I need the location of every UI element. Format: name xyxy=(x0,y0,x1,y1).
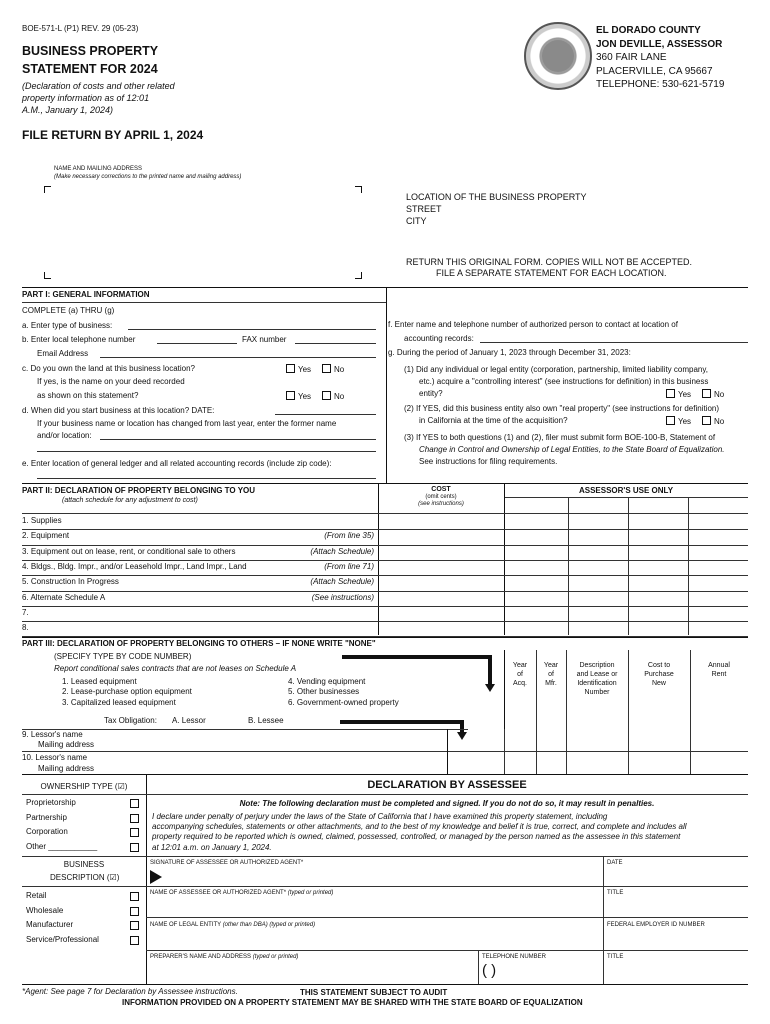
corner-mark xyxy=(355,272,362,279)
contact-label-2: accounting records: xyxy=(404,334,474,343)
checkbox[interactable] xyxy=(702,389,711,398)
phone-field[interactable] xyxy=(157,343,237,344)
lessor-option[interactable]: A. Lessor xyxy=(172,716,206,725)
part2-row-label: 1. Supplies xyxy=(22,516,62,525)
deed-no[interactable] xyxy=(322,391,344,401)
declaration-text: at 12:01 a.m. on January 1, 2024. xyxy=(152,843,272,852)
declaration-note: Note: The following declaration must be completed and signed. If you do not do so, it may result in penalties. xyxy=(239,799,655,808)
ownership-type-label: Corporation xyxy=(26,827,68,836)
agent-footnote: *Agent: See page 7 for Declaration by Assessee instructions. xyxy=(22,987,238,996)
part2-row-label: 6. Alternate Schedule A xyxy=(22,592,106,602)
ledger-label: e. Enter location of general ledger and all related accounting records (include zip code): xyxy=(22,459,332,468)
signature-field[interactable] xyxy=(168,866,600,886)
no-label: No xyxy=(714,390,725,399)
no-label: No xyxy=(334,392,345,401)
ownership-title: OWNERSHIP TYPE (☑) xyxy=(40,782,128,791)
own-land-no[interactable] xyxy=(322,364,344,374)
mailing-address-field[interactable] xyxy=(50,192,355,272)
part2-sub: (attach schedule for any adjustment to cost) xyxy=(62,497,198,504)
fein-label: FEDERAL EMPLOYER ID NUMBER xyxy=(607,922,705,928)
assessor-address: 360 FAIR LANE xyxy=(596,52,667,63)
former-name-field-2[interactable] xyxy=(37,451,376,452)
part2-row-label: 8. xyxy=(22,623,29,633)
title-label: TITLE xyxy=(607,890,624,896)
county-name: EL DORADO COUNTY xyxy=(596,25,701,36)
part2-cost-field[interactable] xyxy=(380,529,502,543)
control-no[interactable] xyxy=(702,389,724,399)
form-id: BOE-571-L (P1) REV. 29 (05-23) xyxy=(22,24,139,33)
omit-cents: (omit cents) xyxy=(425,494,457,500)
part1-instructions: COMPLETE (a) THRU (g) xyxy=(22,306,115,315)
deed-yes[interactable] xyxy=(286,391,311,401)
former-name-field[interactable] xyxy=(100,439,376,440)
part2-cost-field[interactable] xyxy=(380,591,502,605)
former-name-label-2: and/or location: xyxy=(37,431,92,440)
part2-cost-field[interactable] xyxy=(380,545,502,559)
subtitle: (Declaration of costs and other related xyxy=(22,81,175,91)
part2-row-label: 2. Equipment xyxy=(22,531,70,541)
checkbox[interactable] xyxy=(702,416,711,425)
cost-new-header: Cost to Purchase New xyxy=(644,662,674,687)
real-property-no[interactable] xyxy=(702,416,724,426)
part2-heading: PART II: DECLARATION OF PROPERTY BELONGING TO YOU xyxy=(22,486,256,495)
assessor-use-header: ASSESSOR'S USE ONLY xyxy=(578,486,674,495)
boe-note-2: Change in Control and Ownership of Legal Entities, to the State Board of Equalization. xyxy=(419,445,725,454)
contact-field[interactable] xyxy=(480,342,748,343)
form-title-year: STATEMENT FOR 2024 xyxy=(22,62,158,76)
lessor-9-name: 9. Lessor's name xyxy=(22,730,83,739)
control-q1c: entity? xyxy=(419,389,443,398)
business-type-label: Wholesale xyxy=(26,905,64,915)
real-property-yes[interactable] xyxy=(666,416,691,426)
former-name-label: If your business name or location has changed from last year, enter the former name xyxy=(37,419,337,428)
code-6: 6. Government-owned property xyxy=(288,698,399,707)
real-property-q2b: in California at the time of the acquisition? xyxy=(419,416,568,425)
city-label: CITY xyxy=(406,216,427,226)
part2-row-note: (See instructions) xyxy=(311,592,374,602)
no-label: No xyxy=(334,365,345,374)
audit-notice: THIS STATEMENT SUBJECT TO AUDIT xyxy=(300,988,448,997)
file-deadline: FILE RETURN BY APRIL 1, 2024 xyxy=(22,128,204,142)
part1-heading: PART I: GENERAL INFORMATION xyxy=(22,290,150,299)
no-label: No xyxy=(714,417,725,426)
sharing-notice: INFORMATION PROVIDED ON A PROPERTY STATEMENT MAY BE SHARED WITH THE STATE BOARD OF EQUALIZATION xyxy=(122,998,583,1007)
ownership-checkbox[interactable] xyxy=(130,843,139,852)
lessee-option[interactable]: B. Lessee xyxy=(248,716,284,725)
checkbox[interactable] xyxy=(666,416,675,425)
part2-row-note: (Attach Schedule) xyxy=(310,577,374,587)
start-date-field[interactable] xyxy=(275,414,376,415)
yes-label: Yes xyxy=(678,390,692,399)
boe-note: (3) If YES to both questions (1) and (2), filer must submit form BOE-100-B, Statement of xyxy=(404,433,716,442)
return-notice: RETURN THIS ORIGINAL FORM. COPIES WILL NOT BE ACCEPTED. xyxy=(406,257,693,267)
assessor-phone: TELEPHONE: 530-621-5719 xyxy=(596,79,725,90)
own-land-label: c. Do you own the land at this business location? xyxy=(22,364,195,373)
part2-row-label: 7. xyxy=(22,607,29,617)
checkbox[interactable] xyxy=(666,389,675,398)
start-date-label: d. When did you start business at this location? DATE: xyxy=(22,406,215,415)
fax-field[interactable] xyxy=(295,343,376,344)
ownership-type-label: Other ___________ xyxy=(26,841,98,851)
ledger-field[interactable] xyxy=(37,478,376,479)
agent-name-label: NAME OF ASSESSEE OR AUTHORIZED AGENT* (typed or printed) xyxy=(150,890,334,896)
lessor-10-address: Mailing address xyxy=(38,764,95,773)
real-property-q2: (2) If YES, did this business entity also own "real property" (see instructions for definition) xyxy=(404,404,720,413)
ownership-checkbox[interactable] xyxy=(130,799,139,808)
see-instructions: (see instructions) xyxy=(418,501,464,507)
business-description-title-2: DESCRIPTION (☑) xyxy=(50,873,120,882)
part2-row-label: 4. Bldgs., Bldg. Impr., and/or Leasehold Impr., Land Impr., Land xyxy=(22,561,247,571)
telephone-field[interactable]: ( ) xyxy=(482,962,497,979)
business-type-checkbox[interactable] xyxy=(130,892,139,901)
business-type-label: Service/Professional xyxy=(26,934,99,944)
business-description-title: BUSINESS xyxy=(63,860,105,869)
part2-cost-field[interactable] xyxy=(380,606,502,620)
control-q1b: etc.) acquire a "controlling interest" (see instructions for definition) in this business xyxy=(419,377,709,386)
phone-label: b. Enter local telephone number xyxy=(22,335,136,344)
ownership-type-label: Partnership xyxy=(26,812,67,822)
part2-cost-field[interactable] xyxy=(380,514,502,528)
code-4: 4. Vending equipment xyxy=(288,677,366,686)
own-land-yes[interactable] xyxy=(286,364,311,374)
part2-cost-field[interactable] xyxy=(380,621,502,635)
code-3: 3. Capitalized leased equipment xyxy=(62,698,176,707)
title-label-2: TITLE xyxy=(607,954,624,960)
boe-note-3: See instructions for filing requirements. xyxy=(419,457,558,466)
assessor-city: PLACERVILLE, CA 95667 xyxy=(596,66,713,77)
deed-label: If yes, is the name on your deed recorded xyxy=(37,377,185,386)
checkbox[interactable] xyxy=(286,364,295,373)
mailing-label: NAME AND MAILING ADDRESS xyxy=(54,166,143,172)
preparer-label: PREPARER'S NAME AND ADDRESS (typed or printed) xyxy=(150,954,299,960)
ownership-type-label: Proprietorship xyxy=(26,798,76,807)
declaration-text: I declare under penalty of perjury under the laws of the State of California that I have examined this property statement, including xyxy=(152,812,608,821)
part2-row-label: 5. Construction In Progress xyxy=(22,577,119,587)
business-type-label: a. Enter type of business: xyxy=(22,321,113,330)
corner-mark xyxy=(44,272,51,279)
lessor-10-name: 10. Lessor's name xyxy=(22,753,88,762)
legal-entity-label: NAME OF LEGAL ENTITY (other than DBA) (typed or printed) xyxy=(150,922,316,928)
ownership-checkbox[interactable] xyxy=(130,814,139,823)
declaration-text: accompanying schedules, statements or other attachments, and to the best of my knowledge and belief it is true, correct, and complete and includes all xyxy=(152,822,687,831)
part3-heading: PART III: DECLARATION OF PROPERTY BELONGING TO OTHERS – IF NONE WRITE "NONE" xyxy=(22,639,376,648)
business-type-label: Retail xyxy=(26,891,47,900)
date-label: DATE xyxy=(607,860,623,866)
business-type-checkbox[interactable] xyxy=(130,907,139,916)
part2-row-note: (From line 35) xyxy=(324,531,374,541)
contact-label: f. Enter name and telephone number of authorized person to contact at location of xyxy=(388,320,678,329)
code-1: 1. Leased equipment xyxy=(62,677,137,686)
assessor-name: JON DEVILLE, ASSESSOR xyxy=(596,39,723,50)
signature-label: SIGNATURE OF ASSESSEE OR AUTHORIZED AGENT* xyxy=(150,860,304,866)
business-type-checkbox[interactable] xyxy=(130,936,139,945)
fax-label: FAX number xyxy=(242,335,287,344)
checkbox[interactable] xyxy=(322,364,331,373)
form-title: BUSINESS PROPERTY xyxy=(22,44,159,58)
telephone-label: TELEPHONE NUMBER xyxy=(482,954,547,960)
cost-header: COST xyxy=(431,486,451,493)
business-type-label: Manufacturer xyxy=(26,920,74,929)
arrow-graphics xyxy=(340,650,510,740)
year-mfr-header: Year of Mfr. xyxy=(543,662,559,687)
period-label: g. During the period of January 1, 2023 through December 31, 2023: xyxy=(388,348,631,357)
declaration-text: property required to be reported which is owned, claimed, possessed, controlled, or managed by the person named as the assessee in this statement xyxy=(152,832,681,841)
yes-label: Yes xyxy=(298,365,312,374)
business-type-field[interactable] xyxy=(128,329,376,330)
sign-here-arrow-icon xyxy=(150,870,164,884)
declaration-title: DECLARATION BY ASSESSEE xyxy=(367,779,527,791)
part2-row-note: (Attach Schedule) xyxy=(310,546,374,556)
report-note: Report conditional sales contracts that are not leases on Schedule A xyxy=(54,664,297,673)
email-label: Email Address xyxy=(37,349,89,358)
part2-row-label: 3. Equipment out on lease, rent, or conditional sale to others xyxy=(22,546,236,556)
street-label: STREET xyxy=(406,204,442,214)
business-type-checkbox[interactable] xyxy=(130,921,139,930)
yes-label: Yes xyxy=(298,392,312,401)
location-label: LOCATION OF THE BUSINESS PROPERTY xyxy=(406,192,587,202)
code-2: 2. Lease-purchase option equipment xyxy=(62,687,192,696)
checkbox[interactable] xyxy=(322,391,331,400)
description-header: Description and Lease or Identification Number xyxy=(576,662,618,696)
checkbox[interactable] xyxy=(286,391,295,400)
corner-mark xyxy=(355,186,362,193)
part2-cost-field[interactable] xyxy=(380,560,502,574)
part2-row-note: (From line 71) xyxy=(324,561,374,571)
control-yes[interactable] xyxy=(666,389,691,399)
lessor-9-address: Mailing address xyxy=(38,740,95,749)
subtitle: A.M., January 1, 2024) xyxy=(22,105,114,115)
subtitle: property information as of 12:01 xyxy=(22,93,150,103)
deed-label-2: as shown on this statement? xyxy=(37,391,139,400)
ownership-checkbox[interactable] xyxy=(130,828,139,837)
county-seal xyxy=(524,22,592,90)
tax-obligation-label: Tax Obligation: xyxy=(104,716,157,725)
specify-type: (SPECIFY TYPE BY CODE NUMBER) xyxy=(54,652,192,661)
yes-label: Yes xyxy=(678,417,692,426)
email-field[interactable] xyxy=(100,357,376,358)
mailing-note: (Make necessary corrections to the printed name and mailing address) xyxy=(54,174,242,180)
control-q1: (1) Did any individual or legal entity (corporation, partnership, limited liability company, xyxy=(404,365,708,374)
part2-cost-field[interactable] xyxy=(380,575,502,589)
code-5: 5. Other businesses xyxy=(288,687,360,696)
separate-notice: FILE A SEPARATE STATEMENT FOR EACH LOCATION. xyxy=(436,268,667,278)
year-acq-header: Year of Acq. xyxy=(512,662,528,687)
annual-rent-header: Annual Rent xyxy=(708,662,730,678)
